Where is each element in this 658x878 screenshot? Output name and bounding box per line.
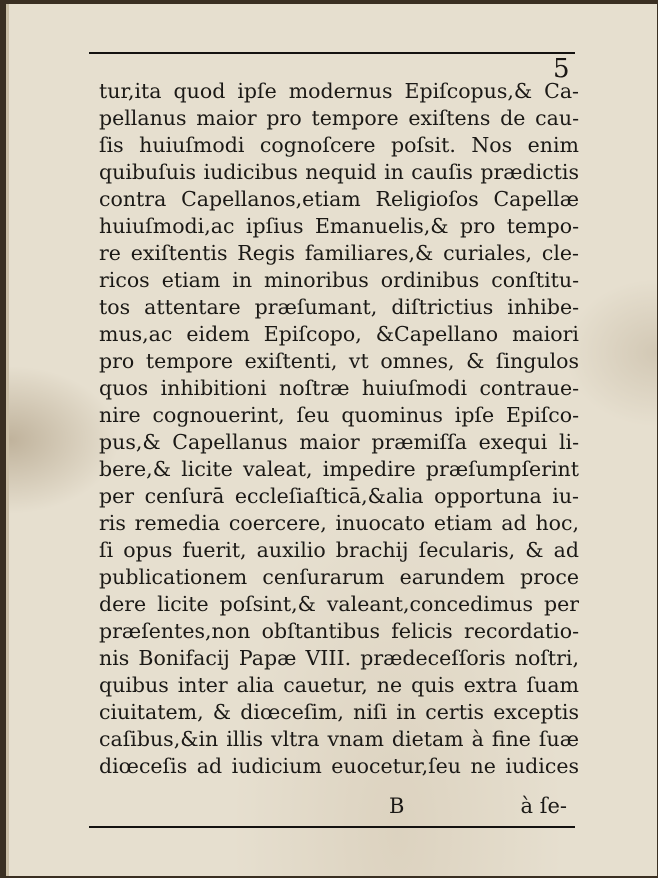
text-line: diœceſis ad iudicium euocetur,ſeu ne iudices: [99, 754, 579, 778]
signature-mark: B: [389, 794, 405, 818]
text-line: præſentes,non obſtantibus felicis recordatio-: [99, 619, 579, 643]
text-line: ſi opus fuerit, auxilio brachij ſecularis, & ad: [99, 538, 579, 562]
text-line: nire cognouerint, ſeu quominus ipſe Epiſco-: [99, 403, 579, 427]
text-line: nis Bonifacij Papæ VIII. prædeceſſoris noſtri,: [99, 646, 579, 670]
text-line: quos inhibitioni noſtræ huiuſmodi contraue-: [99, 376, 579, 400]
text-line: quibuſuis iudicibus nequid in cauſis prædictis: [99, 160, 579, 184]
text-line: ſis huiuſmodi cognoſcere poſsit. Nos enim: [99, 133, 579, 157]
text-line: tur,ita quod ipſe modernus Epiſcopus,& Ca-: [99, 79, 579, 103]
text-line: publicationem cenſurarum earundem proce: [99, 565, 579, 589]
top-rule: [89, 52, 575, 54]
body-text: [99, 78, 579, 780]
text-line: per cenſurā eccleſiaſticā,&alia opportuna iu-: [99, 484, 579, 508]
catchword: à ſe-: [520, 794, 567, 818]
text-line: tos attentare præſumant, diſtrictius inhibe-: [99, 295, 579, 319]
text-line: ricos etiam in minoribus ordinibus conſtitu-: [99, 268, 579, 292]
text-line: dere licite poſsint,& valeant,concedimus per: [99, 592, 579, 616]
text-line: pellanus maior pro tempore exiſtens de cau-: [99, 106, 579, 130]
text-line: pus,& Capellanus maior præmiſſa exequi li-: [99, 430, 579, 454]
text-line: ciuitatem, & diœceſim, niſi in certis exceptis: [99, 700, 579, 724]
book-page: [6, 4, 657, 876]
page-number: 5: [553, 54, 570, 84]
text-line: caſibus,&in illis vltra vnam dietam à fine ſuæ: [99, 727, 579, 751]
text-line: huiuſmodi,ac ipſius Emanuelis,& pro tempo-: [99, 214, 579, 238]
text-line: contra Capellanos,etiam Religioſos Capellæ: [99, 187, 579, 211]
text-line: pro tempore exiſtenti, vt omnes, & ſingulos: [99, 349, 579, 373]
text-line: re exiſtentis Regis familiares,& curiales, cle-: [99, 241, 579, 265]
bottom-rule: [89, 826, 575, 828]
page-footer: [99, 791, 567, 821]
text-line: quibus inter alia cauetur, ne quis extra ſuam: [99, 673, 579, 697]
text-line: ris remedia coercere, inuocato etiam ad hoc,: [99, 511, 579, 535]
text-line: mus,ac eidem Epiſcopo, &Capellano maiori: [99, 322, 579, 346]
text-line: bere,& licite valeat, impedire præſumpſerint: [99, 457, 579, 481]
